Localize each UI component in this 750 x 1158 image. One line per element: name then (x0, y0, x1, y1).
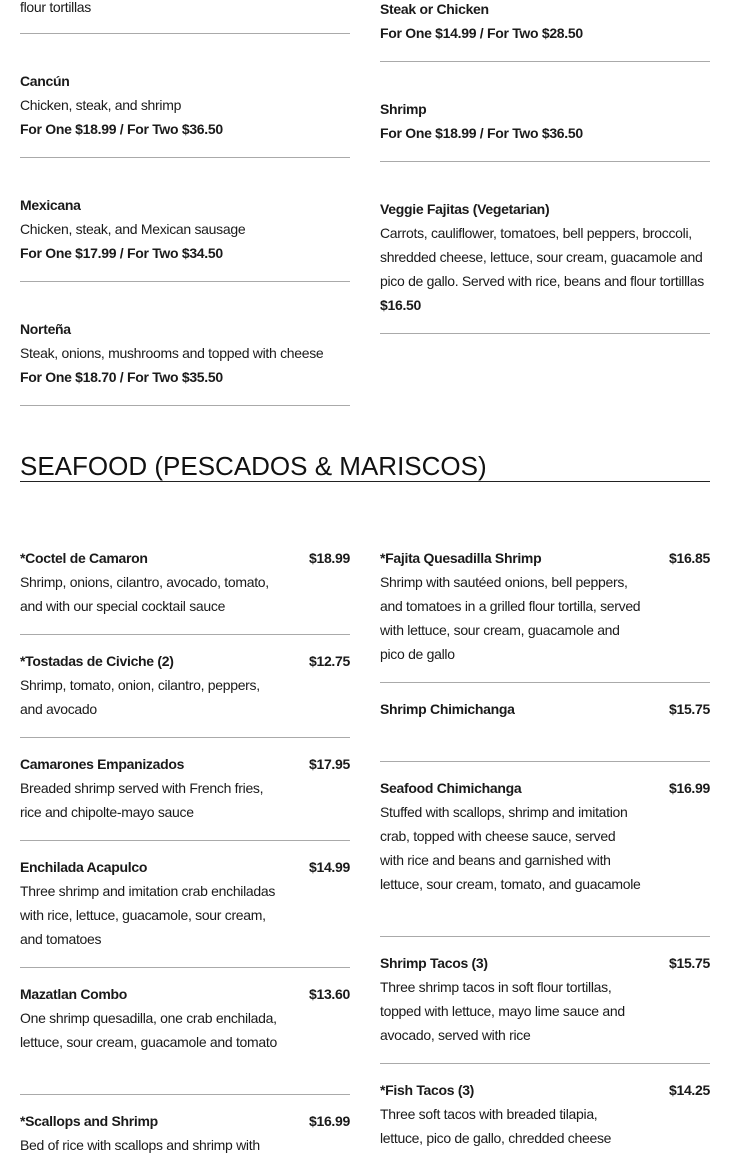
item-name: *Scallops and Shrimp (20, 1113, 158, 1129)
item-name: Cancún (20, 73, 70, 89)
menu-item (380, 697, 710, 721)
item-price: $14.25 (668, 1082, 710, 1098)
menu-item (20, 69, 350, 141)
item-name: Enchilada Acapulco (20, 859, 148, 875)
item-price: $16.50 (380, 297, 422, 313)
item-price: $17.95 (308, 756, 350, 772)
divider (380, 61, 710, 62)
fajita-left-0-desc: flour tortillas (20, 0, 91, 15)
divider (380, 333, 710, 334)
item-name: Camarones Empanizados (20, 756, 185, 772)
item-price: For One $17.99 / For Two $34.50 (20, 245, 223, 261)
menu-item (380, 546, 710, 666)
item-description: One shrimp quesadilla, one crab enchilada, lettuce, sour cream, guacamole and tomato (20, 1010, 277, 1050)
item-price: $15.75 (668, 701, 710, 717)
menu-item (20, 193, 350, 265)
item-price: $15.75 (668, 955, 710, 971)
menu-item (380, 776, 710, 896)
item-description: Chicken, steak, and shrimp (20, 97, 182, 113)
divider (380, 161, 710, 162)
item-price: $16.85 (668, 550, 710, 566)
menu-item (380, 97, 710, 145)
item-description: Shrimp, onions, cilantro, avocado, tomato, and with our special cocktail sauce (20, 574, 269, 614)
item-price: $14.99 (308, 859, 350, 875)
divider (20, 157, 350, 158)
item-description: Steak, onions, mushrooms and topped with cheese (20, 345, 324, 361)
menu-item (20, 982, 350, 1054)
item-price: $13.60 (308, 986, 350, 1002)
item-name: Shrimp (380, 101, 427, 117)
divider (20, 737, 350, 738)
item-name: Seafood Chimichanga (380, 780, 522, 796)
item-description: Bed of rice with scallops and shrimp with (20, 1137, 260, 1153)
divider (20, 405, 350, 406)
item-name: Mexicana (20, 197, 81, 213)
item-name: *Fajita Quesadilla Shrimp (380, 550, 542, 566)
item-price: For One $18.70 / For Two $35.50 (20, 369, 223, 385)
item-description: Shrimp, tomato, onion, cilantro, peppers, and avocado (20, 677, 260, 717)
divider (20, 840, 350, 841)
divider (20, 281, 350, 282)
item-name: Mazatlan Combo (20, 986, 128, 1002)
section-heading: SEAFOOD (PESCADOS & MARISCOS) (20, 451, 710, 482)
item-name: Veggie Fajitas (Vegetarian) (380, 201, 550, 217)
item-description: Three shrimp and imitation crab enchiladas with rice, lettuce, guacamole, sour cream, and tomatoes (20, 883, 276, 947)
menu-item (20, 855, 350, 951)
item-description: Stuffed with scallops, shrimp and imitation crab, topped with cheese sauce, served with rice and beans and garnished with lettuce, sour cream, tomato, and guacamole (380, 804, 641, 892)
item-description: Chicken, steak, and Mexican sausage (20, 221, 246, 237)
item-price: For One $18.99 / For Two $36.50 (380, 125, 583, 141)
menu-item (20, 317, 350, 389)
menu-item (20, 752, 350, 824)
item-price: $12.75 (308, 653, 350, 669)
menu-item (20, 546, 350, 618)
divider (20, 1094, 350, 1095)
item-description: Breaded shrimp served with French fries, rice and chipolte-mayo sauce (20, 780, 264, 820)
menu-item (380, 197, 710, 317)
divider (380, 936, 710, 937)
item-price: $16.99 (668, 780, 710, 796)
divider (380, 1063, 710, 1064)
item-name: *Coctel de Camaron (20, 550, 148, 566)
menu-item (380, 1078, 710, 1150)
item-price: $18.99 (308, 550, 350, 566)
item-name: Shrimp Chimichanga (380, 701, 515, 717)
divider (20, 33, 350, 34)
item-price: $16.99 (308, 1113, 350, 1129)
item-name: Steak or Chicken (380, 1, 489, 17)
menu-item (380, 951, 710, 1047)
item-price: For One $14.99 / For Two $28.50 (380, 25, 583, 41)
item-description: Three shrimp tacos in soft flour tortillas, topped with lettuce, mayo lime sauce and avocado, served with rice (380, 979, 625, 1043)
item-description: Carrots, cauliflower, tomatoes, bell peppers, broccoli, shredded cheese, lettuce, sour cream, guacamole and pico de gallo. Served with rice, beans and flour tortilllas (380, 225, 704, 289)
item-price: For One $18.99 / For Two $36.50 (20, 121, 223, 137)
item-description: Shrimp with sautéed onions, bell peppers, and tomatoes in a grilled flour tortilla, served with lettuce, sour cream, guacamole and pico de gallo (380, 574, 641, 662)
menu-item (20, 649, 350, 721)
menu-item (380, 0, 710, 45)
divider (380, 682, 710, 683)
item-name: *Fish Tacos (3) (380, 1082, 475, 1098)
item-name: Shrimp Tacos (3) (380, 955, 488, 971)
divider (380, 761, 710, 762)
menu-item (20, 1109, 350, 1157)
divider (20, 967, 350, 968)
item-name: *Tostadas de Civiche (2) (20, 653, 174, 669)
item-description: Three soft tacos with breaded tilapia, lettuce, pico de gallo, chredded cheese (380, 1106, 612, 1146)
divider (20, 634, 350, 635)
item-name: Norteña (20, 321, 71, 337)
